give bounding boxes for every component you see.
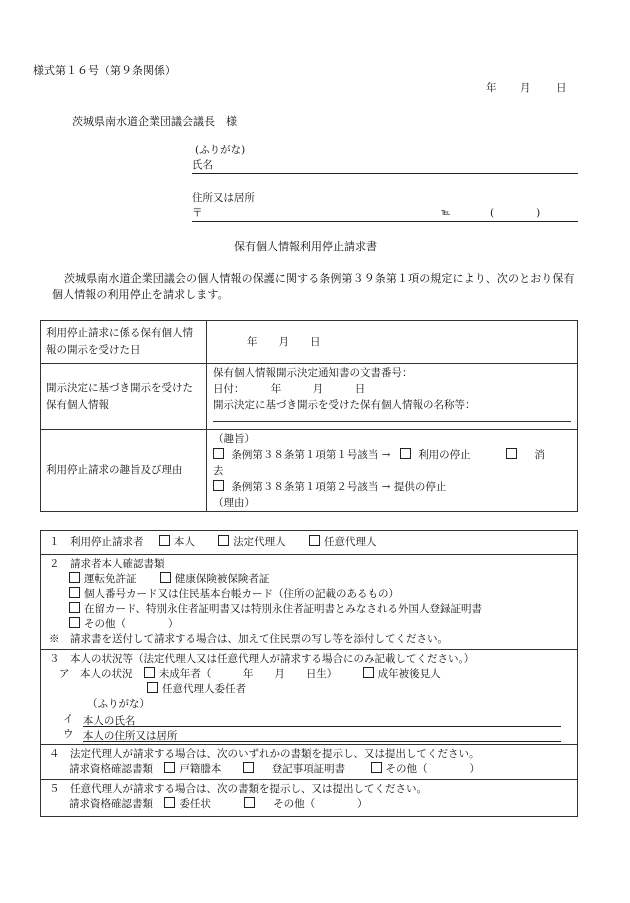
checkbox-power-of-attorney[interactable] — [164, 797, 175, 808]
disclosed-info-label: 開示決定に基づき開示を受けた保有個人情報 — [41, 364, 207, 430]
checkbox-registry-cert[interactable] — [243, 762, 254, 773]
notice-number-line[interactable]: 保有個人情報開示決定通知書の文書番号： — [213, 367, 413, 379]
purpose-reason-label: 利用停止請求の趣旨及び理由 — [41, 430, 207, 512]
checkbox-legal-agent[interactable] — [218, 535, 229, 546]
erase-label: 消 — [534, 449, 545, 461]
principal-address-label: 本人の住所又は居所 — [82, 730, 178, 742]
checkbox-adult-ward[interactable] — [363, 667, 374, 678]
disclosure-date-value[interactable]: 年 月 日 — [207, 321, 578, 364]
tel-parens: ( ) — [490, 207, 541, 219]
registry-cert-label: 登記事項証明書 — [271, 763, 346, 775]
checkbox-article38-2[interactable] — [213, 480, 224, 491]
disclosure-date-label: 利用停止請求に係る保有個人情報の開示を受けた日 — [41, 321, 207, 364]
date-month: 月 — [520, 82, 531, 94]
checkbox-family-register[interactable] — [164, 762, 175, 773]
address-label: 住所又は居所 — [192, 192, 255, 204]
principal-furigana: （ふりがな） — [87, 698, 150, 710]
legal-agent-docs-label: ４ 法定代理人が請求する場合は、次のいずれかの書類を提示し、又は提出してください。 — [49, 748, 480, 760]
checkbox-stop-use[interactable] — [400, 448, 411, 459]
checkbox-voluntary-agent[interactable] — [309, 535, 320, 546]
row-disclosed-info — [41, 364, 578, 430]
postal-mark: 〒 — [192, 207, 203, 219]
minor-label: 未成年者（ 年 月 日生） — [158, 668, 338, 680]
article38-2-label: 条例第３８条第１項第２号該当 → 提供の停止 — [231, 481, 447, 493]
id-documents-label: ２ 請求者本人確認書類 — [49, 558, 165, 570]
legal-qualification-label: 請求資格確認書類 — [69, 763, 153, 775]
name-label: 氏名 — [192, 159, 213, 171]
checkbox-health-insurance[interactable] — [160, 572, 171, 583]
checkbox-voluntary-other[interactable] — [244, 797, 255, 808]
checkbox-residence-card[interactable] — [69, 602, 80, 613]
name-line[interactable] — [192, 173, 578, 174]
tel-icon: ℡ — [441, 208, 451, 218]
checkbox-erase[interactable] — [506, 448, 517, 459]
self-label: 本人 — [173, 536, 195, 548]
drivers-license-label: 運転免許証 — [84, 573, 137, 585]
checkbox-self[interactable] — [159, 535, 170, 546]
intro-text: 茨城県南水道企業団議会の個人情報の保護に関する条例第３９条第１項の規定により、次のとおり保有個人情報の利用停止を請求します。 — [52, 272, 575, 301]
info-name-line[interactable]: 開示決定に基づき開示を受けた保有個人情報の名称等： — [213, 399, 476, 411]
section-voluntary-agent-docs — [41, 780, 578, 817]
request-table — [40, 320, 578, 512]
info-name-underline — [213, 413, 571, 422]
voluntary-principal-label: 任意代理人委任者 — [162, 683, 246, 695]
power-of-attorney-label: 委任状 — [179, 798, 211, 810]
address-line[interactable] — [192, 221, 578, 222]
furigana-label: (ふりがな) — [195, 144, 246, 156]
date-day: 日 — [556, 82, 567, 94]
principal-name-prefix: イ — [63, 713, 74, 725]
family-register-label: 戸籍謄本 — [179, 763, 222, 775]
section-requester — [41, 531, 578, 555]
checkbox-minor[interactable] — [144, 667, 155, 678]
checkbox-mynumber-card[interactable] — [69, 587, 80, 598]
purpose-label: （趣旨） — [213, 433, 255, 445]
adult-ward-label: 成年被後見人 — [377, 668, 441, 680]
requester-label: １ 利用停止請求者 — [49, 536, 144, 548]
row-purpose-reason — [41, 430, 578, 512]
checkbox-voluntary-principal[interactable] — [147, 682, 158, 693]
date-year: 年 — [486, 82, 497, 94]
document-title: 保有個人情報利用停止請求書 — [234, 240, 377, 253]
stop-use-label: 利用の停止 — [418, 449, 471, 461]
legal-agent-label: 法定代理人 — [233, 536, 286, 548]
health-insurance-label: 健康保険被保険者証 — [174, 573, 270, 585]
voluntary-qualification-label: 請求資格確認書類 — [69, 798, 153, 810]
principal-address-field[interactable] — [83, 729, 561, 742]
legal-other-label: その他（ ） — [385, 763, 481, 775]
row-disclosure-date — [41, 321, 578, 364]
article38-1-label: 条例第３８条第１項第１号該当 → — [231, 449, 391, 461]
other-id-label: その他（ ） — [84, 618, 179, 630]
principal-status-label: ３ 本人の状況等（法定代理人又は任意代理人が請求する場合にのみ記載してください。） — [49, 653, 475, 665]
mynumber-card-label: 個人番号カード又は住民基本台帳カード（住所の記載のあるもの） — [84, 588, 399, 600]
status-a-label: ア 本人の状況 — [59, 668, 133, 680]
residence-card-label: 在留カード、特別永住者証明書又は特別永住者証明書とみなされる外国人登録証明書 — [84, 603, 483, 615]
section-id-documents — [41, 555, 578, 650]
section-principal-status — [41, 650, 578, 745]
checkbox-legal-other[interactable] — [371, 762, 382, 773]
checkbox-article38-1[interactable] — [213, 448, 224, 459]
mail-note: ※ 請求書を送付して請求する場合は、加えて住民票の写し等を添付してください。 — [49, 633, 448, 645]
checkbox-drivers-license[interactable] — [69, 572, 80, 583]
principal-address-prefix: ウ — [63, 728, 74, 740]
principal-name-field[interactable] — [83, 714, 561, 727]
principal-name-label: 本人の氏名 — [82, 715, 136, 727]
reason-label: （理由） — [213, 497, 255, 509]
voluntary-agent-label: 任意代理人 — [324, 536, 377, 548]
notice-date-line[interactable]: 日付： 年 月 日 — [213, 383, 366, 395]
voluntary-other-label: その他（ ） — [273, 798, 368, 810]
requester-table — [40, 530, 578, 817]
section-legal-agent-docs — [41, 745, 578, 780]
addressee: 茨城県南水道企業団議会議長 様 — [72, 115, 237, 128]
erase-label-cont: 去 — [213, 465, 224, 477]
form-number: 様式第１６号（第９条関係） — [33, 64, 176, 77]
checkbox-other-id[interactable] — [69, 617, 80, 628]
voluntary-agent-docs-label: ５ 任意代理人が請求する場合は、次の書類を提示し、又は提出してください。 — [49, 783, 427, 795]
